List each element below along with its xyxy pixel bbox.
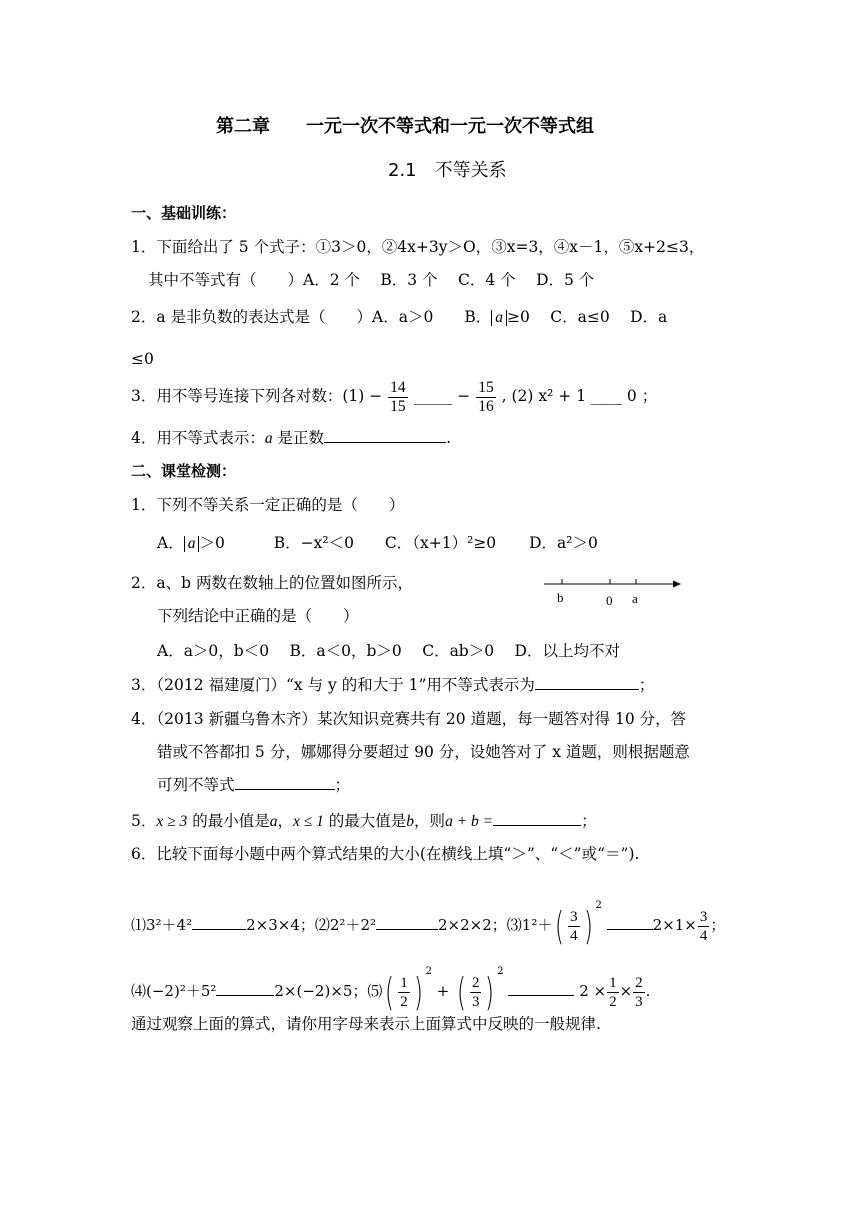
p1-q3-frac1-num: 14 [390,378,406,396]
r2-lparen1: ( [385,970,395,1014]
p1-q1-line1: 1．下面给出了 5 个式子：①3＞0，②4x+3y＞O，③x=3，④x－1，⑤x+2≤3， [131,238,705,256]
p1-q3 [131,376,657,416]
r1-c: 2×2×2；⑶1²＋ [438,916,553,934]
p1-q3-mid: , (2) x² + 1 ____ 0 ； [501,387,658,405]
closing-text: 通过观察上面的算式，请你用字母来表示上面算式中反映的一般规律. [131,1015,601,1033]
r2-frac3 [607,974,619,1011]
r2-frac2 [470,974,482,1011]
r2-c: 2 × [579,982,607,1000]
p2-q6-row2 [131,944,650,1020]
p1-q2-line2: ≤0 [131,350,154,368]
p1-q4-end: . [446,429,451,447]
p2-q5-b: 的最小值是 [187,812,270,830]
r1-blank3[interactable] [607,915,653,930]
p2-q1-optA-suffix: ＞0 [199,534,225,552]
p2-q5-v1: a [269,813,278,830]
r2-end: . [645,982,651,1000]
r2-rparen1: ) [413,970,423,1014]
part2-heading: 二、课堂检测： [131,462,237,480]
r1-end: ； [710,916,726,934]
p1-q4 [131,427,451,450]
r1-d: 2×1× [652,916,697,934]
label-0: 0 [606,593,613,608]
number-line-arrow [673,581,681,588]
p2-q2-line1: 2．a、b 两数在数轴上的位置如图所示， [131,574,413,592]
label-a: a [632,591,638,606]
r2-blank1[interactable] [216,981,274,996]
p2-q3-blank[interactable] [535,675,639,690]
chapter-title: 第二章 一元一次不等式和一元一次不等式组 [216,116,594,137]
r1-frac1-num: 3 [570,908,578,925]
r2-sq2: 2 [497,966,504,977]
p1-q4-var: a [264,430,273,447]
r1-frac1-den: 4 [570,927,578,944]
p2-q5-e: ，则 [414,812,446,830]
label-b: b [557,590,564,605]
r1-blank1[interactable] [192,915,246,930]
r1-frac1 [568,908,580,945]
p1-q2-text-a: 2．a 是非负数的表达式是（ ）A．a＞0 B． [131,308,492,326]
p2-q3 [131,674,654,696]
r2-plus: + [436,982,450,1000]
p2-q5 [131,810,597,833]
r2-frac4-num: 2 [635,974,643,991]
p2-q1-optC: C．（x+1）²≥0 [384,534,497,552]
p2-q5-c: ， [277,812,293,830]
section-title: 2.1 不等关系 [388,160,507,181]
r2-frac2-den: 3 [471,993,480,1010]
r2-sq1: 2 [425,966,432,977]
r2-blank2[interactable] [508,981,574,996]
p1-q2-abs: a [491,310,507,326]
p2-q5-d: 的最大值是 [323,812,407,830]
p2-q5-blank[interactable] [493,811,581,826]
p2-q4-line2: 错或不答都扣 5 分，娜娜得分要超过 90 分，设她答对了 x 道题，则根据题意 [157,743,690,761]
p1-q1-line2: 其中不等式有（ ）A．2 个 B．3 个 C．4 个 D．5 个 [148,271,595,289]
r2-frac4 [633,974,645,1011]
p2-q5-expr1: x ≥ 3 [156,813,188,830]
p2-q5-expr3: a + b = [445,813,494,830]
r1-frac2-den: 4 [699,927,708,944]
p2-q1: 1．下列不等关系一定正确的是（ ） [131,496,405,514]
r1-b: 2×3×4；⑵2²＋2² [246,916,377,934]
p1-q2 [131,306,667,328]
p2-q6-row1 [131,878,725,954]
r2-frac4-den: 3 [635,993,643,1010]
r2-frac3-den: 2 [609,993,617,1010]
number-line [540,574,690,610]
p2-q1-optA [157,534,225,552]
r1-lparen: ( [555,904,565,948]
r2-times: × [619,982,633,1000]
r2-frac1-num: 1 [400,974,408,991]
p2-q2-line2: 下列结论中正确的是（ ） [157,607,359,625]
p2-q4-line1: 4．（2013 新疆乌鲁木齐）某次知识竞赛共有 20 道题，每一题答对得 10 分，答 [131,710,687,728]
r1-blank2[interactable] [376,915,438,930]
p1-q3-frac2 [476,379,496,416]
p1-q3-frac1 [388,379,408,416]
p2-q3-end: ； [638,676,655,694]
r2-a: ⑷(−2)²＋5² [131,982,217,1000]
p2-q5-a: 5． [131,812,157,830]
p2-q1-optA-abs: a [184,536,200,552]
r1-frac2 [698,908,710,945]
r2-rparen2: ) [485,970,495,1014]
p2-q1-optA-label: A． [157,534,184,552]
p2-q6: 6．比较下面每小题中两个算式结果的大小(在横线上填“＞”、“＜”或“＝”). [131,845,640,863]
r2-frac3-num: 1 [609,974,617,991]
p2-q4-line3 [157,774,350,796]
p2-q1-optD: D．a²＞0 [529,534,598,552]
p2-q5-expr2: x ≤ 1 [292,813,324,830]
p1-q4-text-a: 4．用不等式表示： [131,429,265,447]
p1-q4-blank[interactable] [324,428,446,443]
p1-q3-blank1: _____ − [413,387,471,405]
p1-q3-frac1-den: 15 [390,397,406,415]
r2-b: 2×(−2)×5；⑸ [274,982,383,1000]
r1-a: ⑴3²＋4² [131,916,193,934]
p2-q1-optB: B．−x²＜0 [273,534,354,552]
p2-q1-options [157,532,598,554]
r2-frac1-den: 2 [400,993,408,1010]
p2-q3-text: 3．（2012 福建厦门）“x 与 y 的和大于 1”用不等式表示为 [131,676,535,694]
r2-frac2-num: 2 [471,974,480,991]
r2-lparen2: ( [457,970,466,1014]
r1-frac2-num: 3 [699,908,708,925]
p2-q4-text: 可列不等式 [157,776,235,794]
p1-q3-frac2-den: 16 [478,397,494,415]
r1-sq: 2 [595,900,602,911]
p2-q2-options: A．a＞0，b＜0 B．a＜0，b＞0 C．ab＞0 D．以上均不对 [157,642,620,660]
p2-q5-end: ； [581,812,597,830]
p2-q4-end: ； [334,776,351,794]
part1-heading: 一、基础训练： [131,204,237,222]
p1-q2-text-b: ≥0 C．a≤0 D．a [506,308,668,326]
p1-q4-text-b: 是正数 [272,429,325,447]
r2-frac1 [398,974,410,1011]
p2-q5-v2: b [406,813,415,830]
r1-rparen: ) [583,904,593,948]
p2-q4-blank[interactable] [235,775,335,790]
p1-q3-prefix: 3．用不等号连接下列各对数：(1) − [131,387,383,405]
p1-q3-frac2-num: 15 [478,378,494,396]
